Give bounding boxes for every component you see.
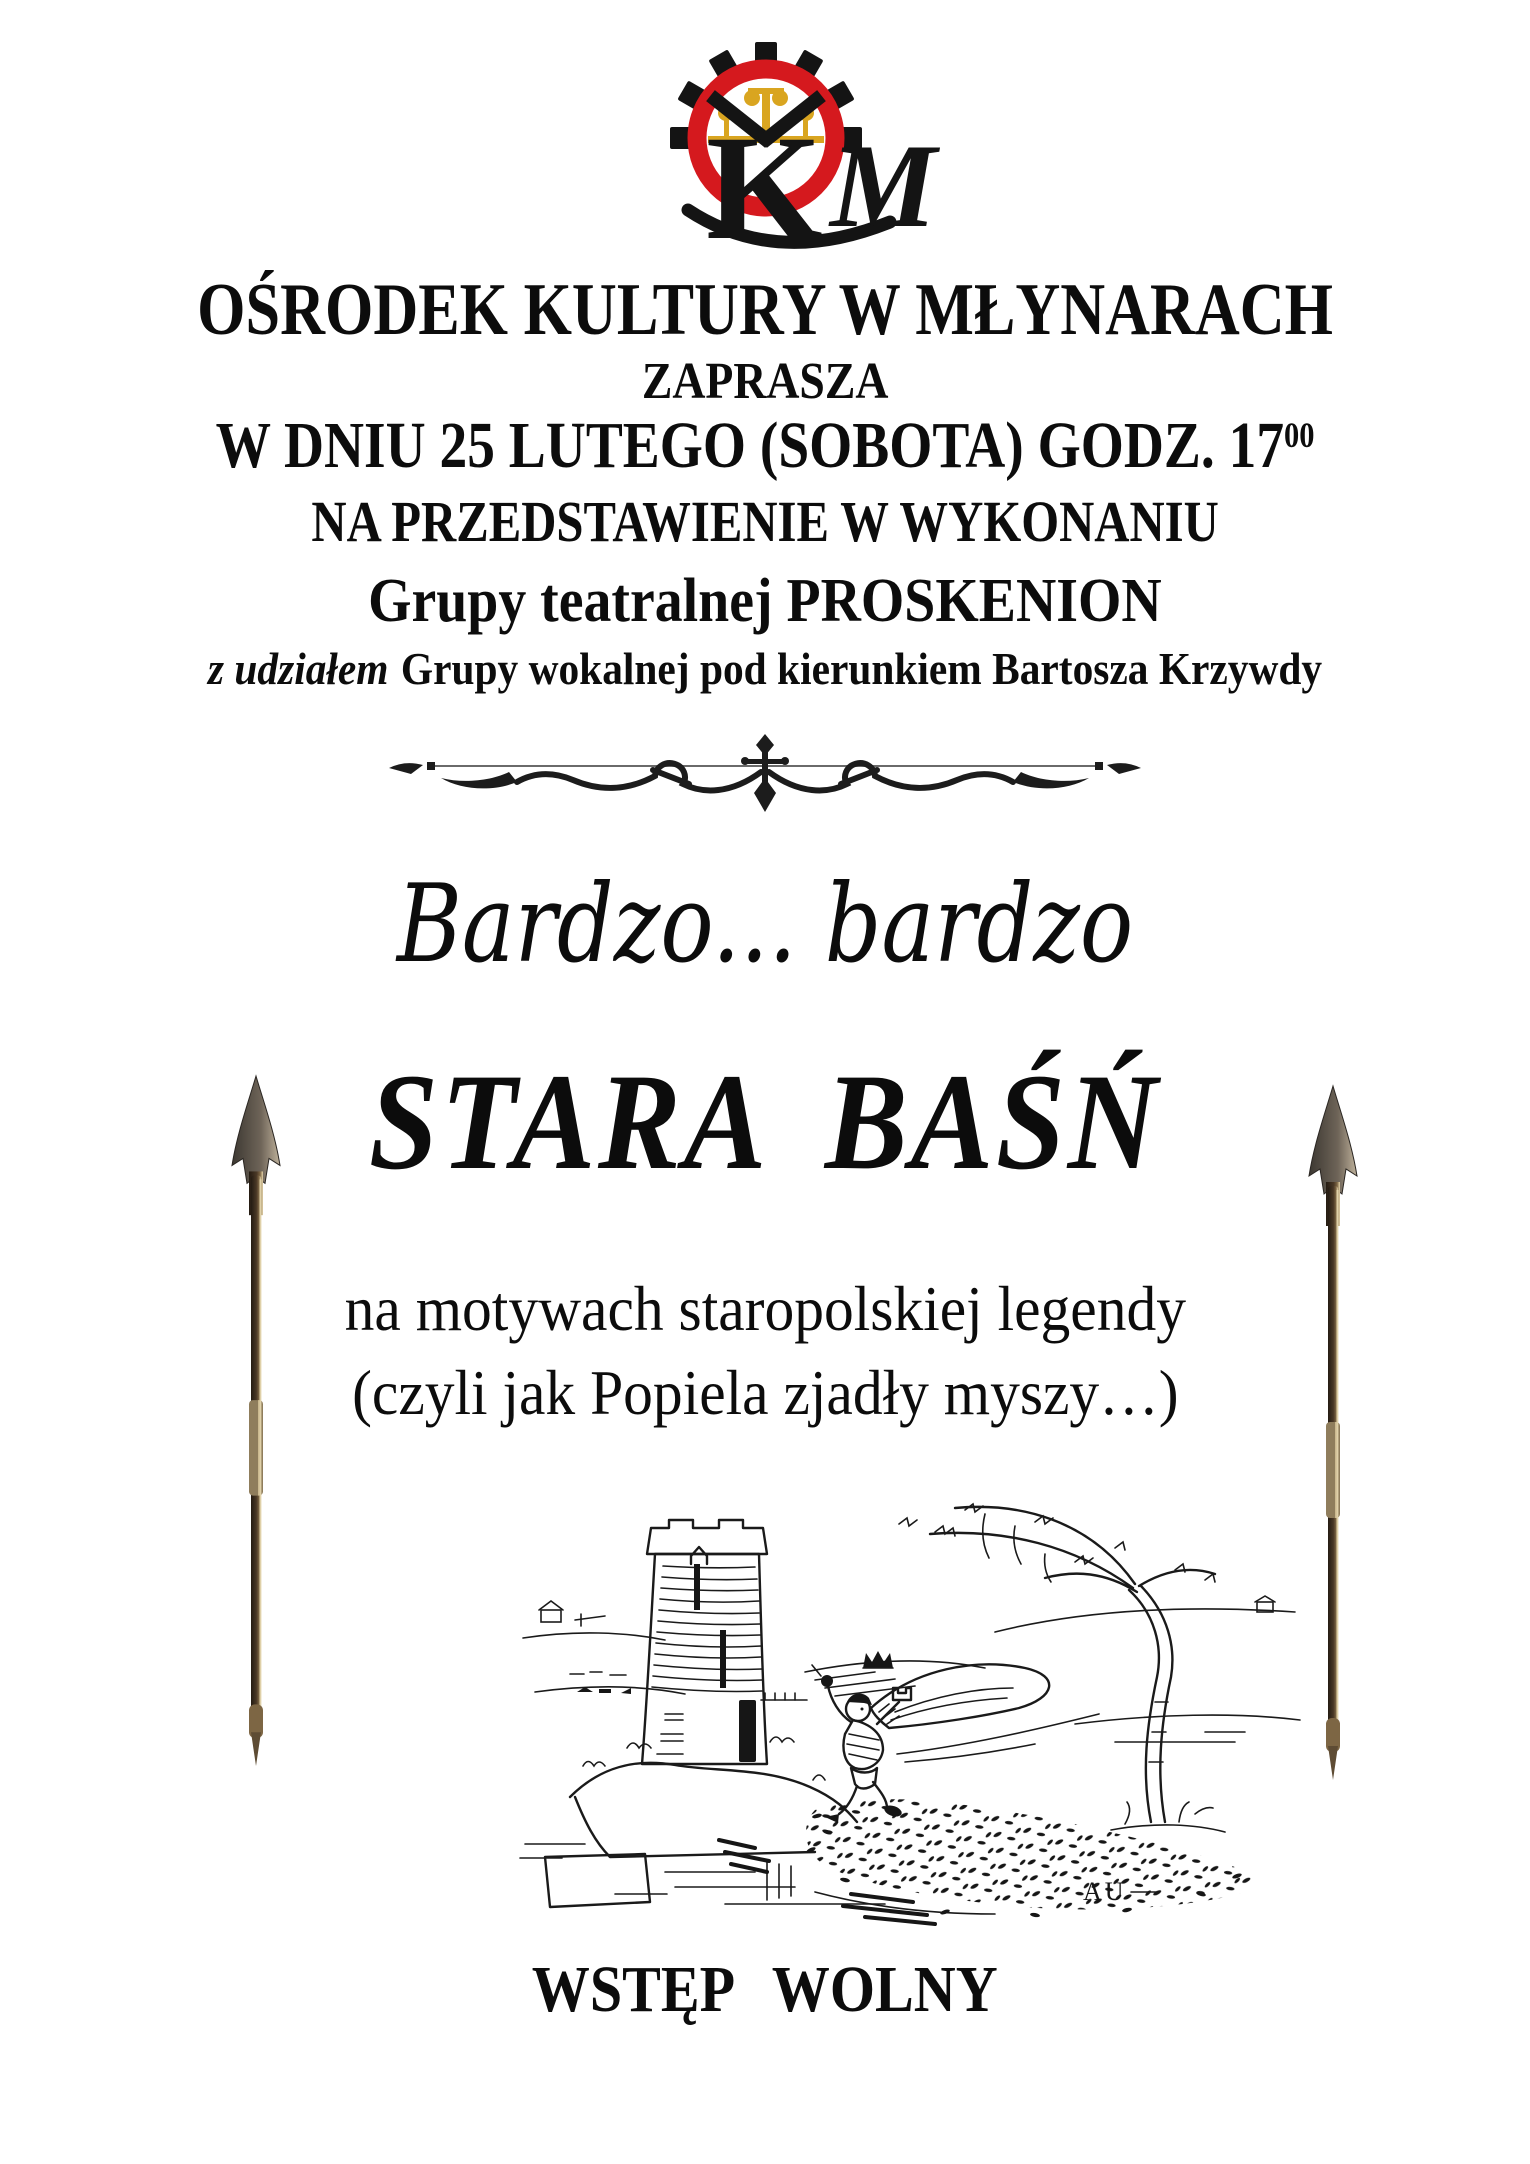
org-title-text: OŚRODEK KULTURY W MŁYNARACH [197, 269, 1333, 351]
vocal-group-italic: z udziałem [207, 643, 389, 694]
subtitle-1-text: na motywach staropolskiej legendy [344, 1273, 1186, 1344]
distant-scenery-sketch [523, 1596, 1300, 1742]
event-type-text: NA PRZEDSTAWIENIE W WYKONANIU [311, 489, 1219, 554]
group-line [0, 566, 1530, 637]
title-lead-text: Bardzo... bardzo [396, 862, 1134, 987]
date-line [0, 408, 1530, 484]
logo-letter-m: M [830, 119, 937, 250]
spear-right-icon [1298, 1082, 1368, 1782]
ornamental-divider-icon [385, 732, 1145, 816]
admission-line [0, 1952, 1530, 2028]
admission-text: WSTĘP WOLNY [532, 1953, 998, 2026]
group-text: Grupy teatralnej PROSKENION [368, 567, 1162, 635]
artist-signature: AU [1083, 1877, 1127, 1906]
spear-left-icon [221, 1072, 291, 1768]
invite-text: ZAPRASZA [641, 353, 889, 410]
vocal-group-rest: Grupy wokalnej pod kierunkiem Bartosza Krzywdy [400, 643, 1323, 694]
date-text: W DNIU 25 LUTEGO (SOBOTA) GODZ. 17 [215, 409, 1284, 482]
km-gear-logo [648, 40, 948, 250]
mice-swarm-sketch [806, 1799, 1255, 1918]
vocal-group-line [0, 642, 1530, 695]
title-lead [0, 862, 1530, 987]
org-title [0, 268, 1530, 353]
legend-illustration [515, 1462, 1305, 1927]
main-title-word1: STARA [369, 1045, 770, 1198]
fleeing-figure-sketch [812, 1651, 1099, 1823]
main-title-word2: BAŚŃ [825, 1045, 1161, 1198]
tower-sketch [642, 1520, 767, 1764]
hour-superscript: 00 [1283, 415, 1315, 456]
invite-line [0, 352, 1530, 411]
subtitle-2-text: (czyli jak Popiela zjadły myszy…) [351, 1357, 1179, 1428]
logo-letter-k: K [706, 105, 823, 250]
event-type-line [0, 488, 1530, 555]
